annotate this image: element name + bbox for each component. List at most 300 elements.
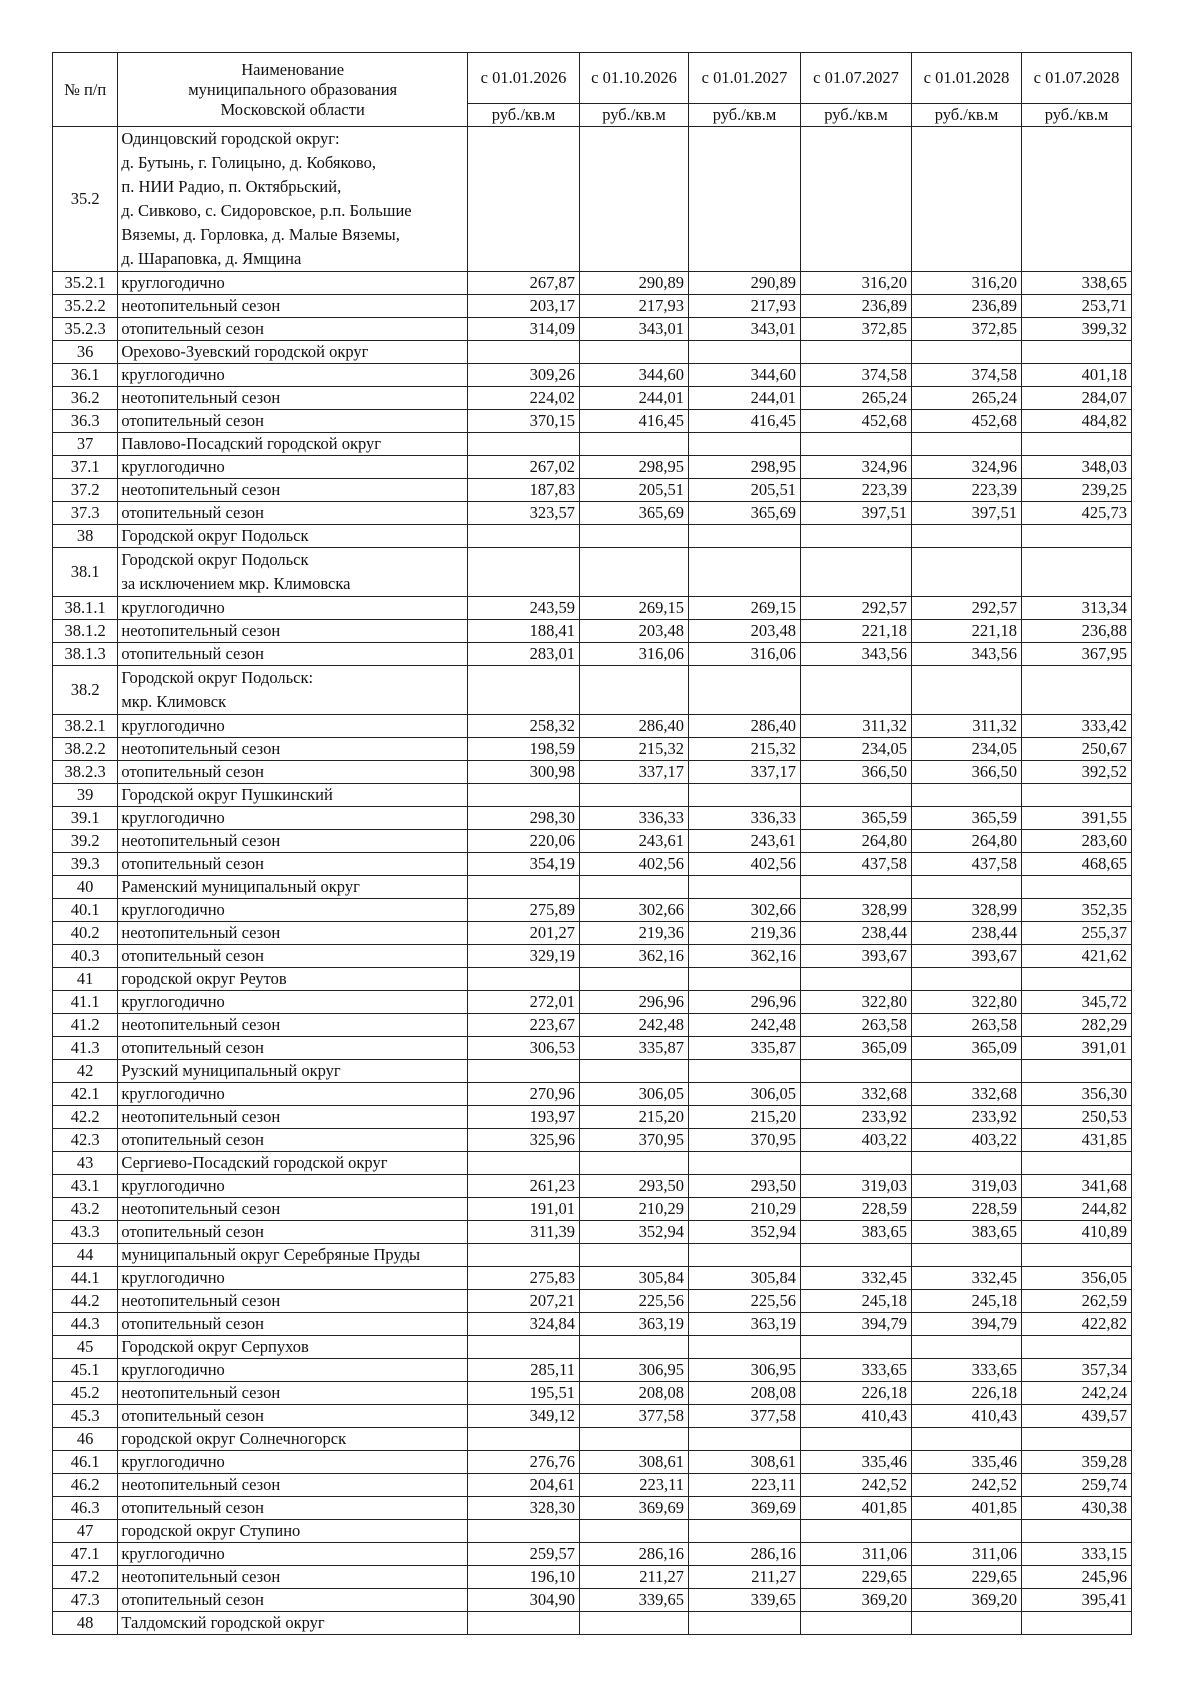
price-cell: 263,58 <box>912 1014 1022 1037</box>
price-cell: 421,62 <box>1021 945 1131 968</box>
row-number: 47 <box>53 1520 118 1543</box>
table-row <box>53 1037 1132 1060</box>
price-cell <box>580 968 689 991</box>
price-cell: 304,90 <box>467 1589 579 1612</box>
price-cell: 348,03 <box>1021 456 1131 479</box>
price-cell <box>1021 1612 1131 1635</box>
price-cell: 338,65 <box>1021 272 1131 295</box>
table-row <box>53 807 1132 830</box>
price-cell <box>467 968 579 991</box>
header-date: с 01.07.2028 <box>1021 53 1131 104</box>
price-cell: 311,06 <box>912 1543 1022 1566</box>
price-cell: 293,50 <box>688 1175 800 1198</box>
price-cell <box>688 1152 800 1175</box>
price-cell: 228,59 <box>912 1198 1022 1221</box>
price-cell: 329,19 <box>467 945 579 968</box>
row-name: неотопительный сезон <box>118 1198 468 1221</box>
price-cell: 343,56 <box>912 643 1022 666</box>
price-cell: 238,44 <box>801 922 912 945</box>
row-name: отопительный сезон <box>118 1313 468 1336</box>
row-number: 44 <box>53 1244 118 1267</box>
price-cell: 234,05 <box>912 738 1022 761</box>
price-cell: 306,05 <box>580 1083 689 1106</box>
row-number: 42 <box>53 1060 118 1083</box>
price-cell: 316,06 <box>580 643 689 666</box>
price-cell: 452,68 <box>801 410 912 433</box>
row-number: 45.1 <box>53 1359 118 1382</box>
price-cell: 339,65 <box>688 1589 800 1612</box>
row-number: 46.2 <box>53 1474 118 1497</box>
table-row <box>53 945 1132 968</box>
row-number: 37.1 <box>53 456 118 479</box>
table-row <box>53 991 1132 1014</box>
tariff-document <box>52 52 1132 1635</box>
table-row <box>53 643 1132 666</box>
header-name-line: Наименование <box>241 59 345 79</box>
price-cell: 188,41 <box>467 620 579 643</box>
price-cell: 298,95 <box>688 456 800 479</box>
price-cell <box>1021 127 1131 272</box>
price-cell: 337,17 <box>580 761 689 784</box>
price-cell: 208,08 <box>688 1382 800 1405</box>
price-cell: 437,58 <box>801 853 912 876</box>
price-cell: 253,71 <box>1021 295 1131 318</box>
price-cell: 205,51 <box>580 479 689 502</box>
row-name-line: Городской округ Подольск: <box>121 668 314 687</box>
price-cell: 324,84 <box>467 1313 579 1336</box>
price-cell <box>467 876 579 899</box>
price-cell: 425,73 <box>1021 502 1131 525</box>
table-row <box>53 433 1132 456</box>
row-number: 42.1 <box>53 1083 118 1106</box>
price-cell: 226,18 <box>912 1382 1022 1405</box>
row-name: отопительный сезон <box>118 1129 468 1152</box>
row-name: круглогодично <box>118 1267 468 1290</box>
header-unit: руб./кв.м <box>1021 104 1131 127</box>
price-cell: 283,01 <box>467 643 579 666</box>
price-cell <box>580 666 689 715</box>
header-date: с 01.01.2027 <box>688 53 800 104</box>
row-name: круглогодично <box>118 1543 468 1566</box>
price-cell: 211,27 <box>688 1566 800 1589</box>
price-cell: 316,20 <box>912 272 1022 295</box>
price-cell <box>467 666 579 715</box>
price-cell: 383,65 <box>912 1221 1022 1244</box>
row-name: отопительный сезон <box>118 410 468 433</box>
price-cell: 325,96 <box>467 1129 579 1152</box>
price-cell: 234,05 <box>801 738 912 761</box>
row-number: 36 <box>53 341 118 364</box>
price-cell: 245,96 <box>1021 1566 1131 1589</box>
price-cell: 264,80 <box>912 830 1022 853</box>
price-cell: 255,37 <box>1021 922 1131 945</box>
price-cell: 267,87 <box>467 272 579 295</box>
row-name: отопительный сезон <box>118 502 468 525</box>
price-cell: 332,68 <box>801 1083 912 1106</box>
price-cell <box>801 548 912 597</box>
price-cell: 333,65 <box>912 1359 1022 1382</box>
price-cell: 439,57 <box>1021 1405 1131 1428</box>
price-cell: 416,45 <box>580 410 689 433</box>
price-cell: 224,02 <box>467 387 579 410</box>
price-cell <box>580 433 689 456</box>
price-cell: 332,45 <box>801 1267 912 1290</box>
price-cell: 293,50 <box>580 1175 689 1198</box>
price-cell: 352,94 <box>688 1221 800 1244</box>
price-cell: 374,58 <box>912 364 1022 387</box>
row-number: 43.3 <box>53 1221 118 1244</box>
price-cell: 203,48 <box>688 620 800 643</box>
table-row <box>53 1382 1132 1405</box>
row-name: круглогодично <box>118 715 468 738</box>
row-name: неотопительный сезон <box>118 830 468 853</box>
row-name: Павлово-Посадский городской округ <box>118 433 468 456</box>
table-row <box>53 1244 1132 1267</box>
price-cell: 263,58 <box>801 1014 912 1037</box>
price-cell: 302,66 <box>688 899 800 922</box>
price-cell: 259,74 <box>1021 1474 1131 1497</box>
price-cell: 410,43 <box>912 1405 1022 1428</box>
row-name: неотопительный сезон <box>118 1566 468 1589</box>
price-cell <box>912 433 1022 456</box>
price-cell: 401,18 <box>1021 364 1131 387</box>
price-cell: 264,80 <box>801 830 912 853</box>
row-number: 44.1 <box>53 1267 118 1290</box>
price-cell: 221,18 <box>801 620 912 643</box>
price-cell: 205,51 <box>688 479 800 502</box>
price-cell <box>580 127 689 272</box>
price-cell: 203,17 <box>467 295 579 318</box>
price-cell: 311,32 <box>912 715 1022 738</box>
price-cell: 369,20 <box>801 1589 912 1612</box>
table-row <box>53 1060 1132 1083</box>
price-cell <box>688 341 800 364</box>
price-cell: 306,05 <box>688 1083 800 1106</box>
price-cell <box>688 666 800 715</box>
row-name: Орехово-Зуевский городской округ <box>118 341 468 364</box>
price-cell <box>688 876 800 899</box>
price-cell: 262,59 <box>1021 1290 1131 1313</box>
table-row <box>53 899 1132 922</box>
row-number: 40.1 <box>53 899 118 922</box>
price-cell: 369,69 <box>580 1497 689 1520</box>
row-name-line: Городской округ Подольск <box>121 550 309 569</box>
price-cell: 283,60 <box>1021 830 1131 853</box>
row-name: Городской округ Серпухов <box>118 1336 468 1359</box>
row-name-line: д. Сивково, с. Сидоровское, р.п. Большие <box>121 201 412 220</box>
price-cell: 343,01 <box>580 318 689 341</box>
row-number: 36.3 <box>53 410 118 433</box>
price-cell: 394,79 <box>801 1313 912 1336</box>
price-cell <box>688 1428 800 1451</box>
header-date: с 01.10.2026 <box>580 53 689 104</box>
row-name: неотопительный сезон <box>118 1106 468 1129</box>
price-cell: 215,20 <box>688 1106 800 1129</box>
price-cell: 284,07 <box>1021 387 1131 410</box>
price-cell: 308,61 <box>580 1451 689 1474</box>
table-row <box>53 1221 1132 1244</box>
price-cell: 410,89 <box>1021 1221 1131 1244</box>
price-cell <box>1021 1428 1131 1451</box>
row-number: 39.2 <box>53 830 118 853</box>
table-row <box>53 620 1132 643</box>
row-number: 38.1 <box>53 548 118 597</box>
row-name: отопительный сезон <box>118 1497 468 1520</box>
price-cell <box>1021 876 1131 899</box>
table-row <box>53 1612 1132 1635</box>
table-row <box>53 1313 1132 1336</box>
row-number: 44.2 <box>53 1290 118 1313</box>
table-row <box>53 1106 1132 1129</box>
row-name-line: Вяземы, д. Горловка, д. Малые Вяземы, <box>121 225 400 244</box>
price-cell: 337,17 <box>688 761 800 784</box>
price-cell <box>912 1336 1022 1359</box>
price-cell: 393,67 <box>912 945 1022 968</box>
row-name: неотопительный сезон <box>118 620 468 643</box>
price-cell <box>467 1336 579 1359</box>
price-cell <box>1021 433 1131 456</box>
header-name <box>118 53 468 127</box>
table-row <box>53 784 1132 807</box>
price-cell <box>1021 548 1131 597</box>
row-name: неотопительный сезон <box>118 1290 468 1313</box>
price-cell: 344,60 <box>688 364 800 387</box>
row-name: Раменский муниципальный округ <box>118 876 468 899</box>
table-row <box>53 1267 1132 1290</box>
table-row <box>53 1451 1132 1474</box>
price-cell: 365,69 <box>580 502 689 525</box>
row-name: отопительный сезон <box>118 318 468 341</box>
row-number: 45 <box>53 1336 118 1359</box>
header-date: с 01.01.2026 <box>467 53 579 104</box>
row-number: 43 <box>53 1152 118 1175</box>
price-cell <box>912 1060 1022 1083</box>
price-cell: 394,79 <box>912 1313 1022 1336</box>
price-cell: 391,01 <box>1021 1037 1131 1060</box>
price-cell: 332,68 <box>912 1083 1022 1106</box>
price-cell <box>912 666 1022 715</box>
price-cell: 265,24 <box>801 387 912 410</box>
table-row <box>53 666 1132 715</box>
price-cell <box>580 1336 689 1359</box>
price-cell: 309,26 <box>467 364 579 387</box>
price-cell: 402,56 <box>688 853 800 876</box>
price-cell: 335,46 <box>801 1451 912 1474</box>
price-cell: 223,11 <box>580 1474 689 1497</box>
row-name: Сергиево-Посадский городской округ <box>118 1152 468 1175</box>
price-cell: 219,36 <box>580 922 689 945</box>
price-cell <box>580 876 689 899</box>
price-cell: 290,89 <box>580 272 689 295</box>
row-number: 39.3 <box>53 853 118 876</box>
price-cell <box>912 968 1022 991</box>
table-row <box>53 410 1132 433</box>
table-row <box>53 1543 1132 1566</box>
row-number: 48 <box>53 1612 118 1635</box>
price-cell: 286,16 <box>580 1543 689 1566</box>
table-row <box>53 1359 1132 1382</box>
price-cell: 328,30 <box>467 1497 579 1520</box>
price-cell: 245,18 <box>801 1290 912 1313</box>
price-cell: 393,67 <box>801 945 912 968</box>
table-row <box>53 456 1132 479</box>
table-row <box>53 127 1132 272</box>
price-cell <box>467 127 579 272</box>
row-number: 40.3 <box>53 945 118 968</box>
table-row <box>53 1497 1132 1520</box>
price-cell: 352,94 <box>580 1221 689 1244</box>
row-name <box>118 127 468 272</box>
table-row <box>53 364 1132 387</box>
price-cell: 286,16 <box>688 1543 800 1566</box>
table-row <box>53 761 1132 784</box>
row-name: круглогодично <box>118 991 468 1014</box>
price-cell: 484,82 <box>1021 410 1131 433</box>
price-cell: 220,06 <box>467 830 579 853</box>
row-name: Талдомский городской округ <box>118 1612 468 1635</box>
row-number: 38.1.2 <box>53 620 118 643</box>
price-cell <box>467 1152 579 1175</box>
price-cell: 244,82 <box>1021 1198 1131 1221</box>
row-number: 45.2 <box>53 1382 118 1405</box>
price-cell: 365,09 <box>912 1037 1022 1060</box>
row-number: 43.2 <box>53 1198 118 1221</box>
price-cell: 236,89 <box>912 295 1022 318</box>
price-cell: 437,58 <box>912 853 1022 876</box>
price-cell: 468,65 <box>1021 853 1131 876</box>
price-cell: 377,58 <box>580 1405 689 1428</box>
row-name: круглогодично <box>118 899 468 922</box>
row-name: круглогодично <box>118 597 468 620</box>
row-number: 41.1 <box>53 991 118 1014</box>
header-name-line: муниципального образования <box>188 79 398 99</box>
price-cell: 336,33 <box>580 807 689 830</box>
row-number: 43.1 <box>53 1175 118 1198</box>
row-number: 37 <box>53 433 118 456</box>
row-number: 41 <box>53 968 118 991</box>
table-row <box>53 1474 1132 1497</box>
price-cell <box>801 876 912 899</box>
price-cell <box>912 1612 1022 1635</box>
price-cell <box>467 1244 579 1267</box>
price-cell: 282,29 <box>1021 1014 1131 1037</box>
price-cell: 335,87 <box>688 1037 800 1060</box>
price-cell: 316,20 <box>801 272 912 295</box>
price-cell: 365,09 <box>801 1037 912 1060</box>
price-cell: 219,36 <box>688 922 800 945</box>
row-number: 35.2 <box>53 127 118 272</box>
price-cell: 328,99 <box>801 899 912 922</box>
price-cell <box>912 525 1022 548</box>
price-cell: 223,67 <box>467 1014 579 1037</box>
price-cell: 207,21 <box>467 1290 579 1313</box>
price-cell: 210,29 <box>688 1198 800 1221</box>
table-row <box>53 1014 1132 1037</box>
price-cell: 286,40 <box>688 715 800 738</box>
header-date: с 01.07.2027 <box>801 53 912 104</box>
table-row <box>53 502 1132 525</box>
row-number: 46.1 <box>53 1451 118 1474</box>
price-cell <box>580 1428 689 1451</box>
price-cell <box>580 341 689 364</box>
price-cell: 261,23 <box>467 1175 579 1198</box>
row-number: 38.1.1 <box>53 597 118 620</box>
price-cell <box>912 876 1022 899</box>
price-cell <box>801 1428 912 1451</box>
row-number: 38.2.1 <box>53 715 118 738</box>
price-cell <box>688 548 800 597</box>
row-name-line: Одинцовский городской округ: <box>121 129 340 148</box>
price-cell: 306,95 <box>688 1359 800 1382</box>
price-cell <box>688 433 800 456</box>
row-number: 40 <box>53 876 118 899</box>
price-cell: 366,50 <box>801 761 912 784</box>
price-cell: 296,96 <box>688 991 800 1014</box>
price-cell <box>1021 1244 1131 1267</box>
price-cell <box>580 1520 689 1543</box>
row-number: 45.3 <box>53 1405 118 1428</box>
price-cell: 343,56 <box>801 643 912 666</box>
price-cell: 410,43 <box>801 1405 912 1428</box>
price-cell: 401,85 <box>912 1497 1022 1520</box>
price-cell: 322,80 <box>801 991 912 1014</box>
price-cell: 362,16 <box>688 945 800 968</box>
price-cell <box>801 525 912 548</box>
price-cell <box>801 1060 912 1083</box>
price-cell: 333,42 <box>1021 715 1131 738</box>
price-cell <box>801 1244 912 1267</box>
price-cell: 270,96 <box>467 1083 579 1106</box>
row-name: Рузский муниципальный округ <box>118 1060 468 1083</box>
row-name: городской округ Ступино <box>118 1520 468 1543</box>
table-row <box>53 738 1132 761</box>
row-number: 38.2 <box>53 666 118 715</box>
price-cell: 374,58 <box>801 364 912 387</box>
row-name-line: д. Шараповка, д. Ямщина <box>121 249 302 268</box>
row-name: отопительный сезон <box>118 853 468 876</box>
price-cell <box>801 784 912 807</box>
price-cell: 323,57 <box>467 502 579 525</box>
table-row <box>53 922 1132 945</box>
price-cell <box>912 1428 1022 1451</box>
price-cell <box>1021 341 1131 364</box>
table-row <box>53 548 1132 597</box>
price-cell <box>912 784 1022 807</box>
row-name <box>118 548 468 597</box>
table-row <box>53 295 1132 318</box>
table-row <box>53 830 1132 853</box>
price-cell <box>467 1060 579 1083</box>
row-name: отопительный сезон <box>118 945 468 968</box>
header-unit: руб./кв.м <box>912 104 1022 127</box>
price-cell: 403,22 <box>912 1129 1022 1152</box>
price-cell <box>688 1520 800 1543</box>
price-cell: 238,44 <box>912 922 1022 945</box>
price-cell: 276,76 <box>467 1451 579 1474</box>
price-cell: 243,59 <box>467 597 579 620</box>
header-date: с 01.01.2028 <box>912 53 1022 104</box>
price-cell: 372,85 <box>801 318 912 341</box>
price-cell <box>580 1612 689 1635</box>
row-number: 37.2 <box>53 479 118 502</box>
price-cell: 228,59 <box>801 1198 912 1221</box>
table-row <box>53 387 1132 410</box>
row-name: неотопительный сезон <box>118 922 468 945</box>
price-cell: 242,52 <box>801 1474 912 1497</box>
price-cell: 226,18 <box>801 1382 912 1405</box>
row-name: отопительный сезон <box>118 1405 468 1428</box>
price-cell: 332,45 <box>912 1267 1022 1290</box>
